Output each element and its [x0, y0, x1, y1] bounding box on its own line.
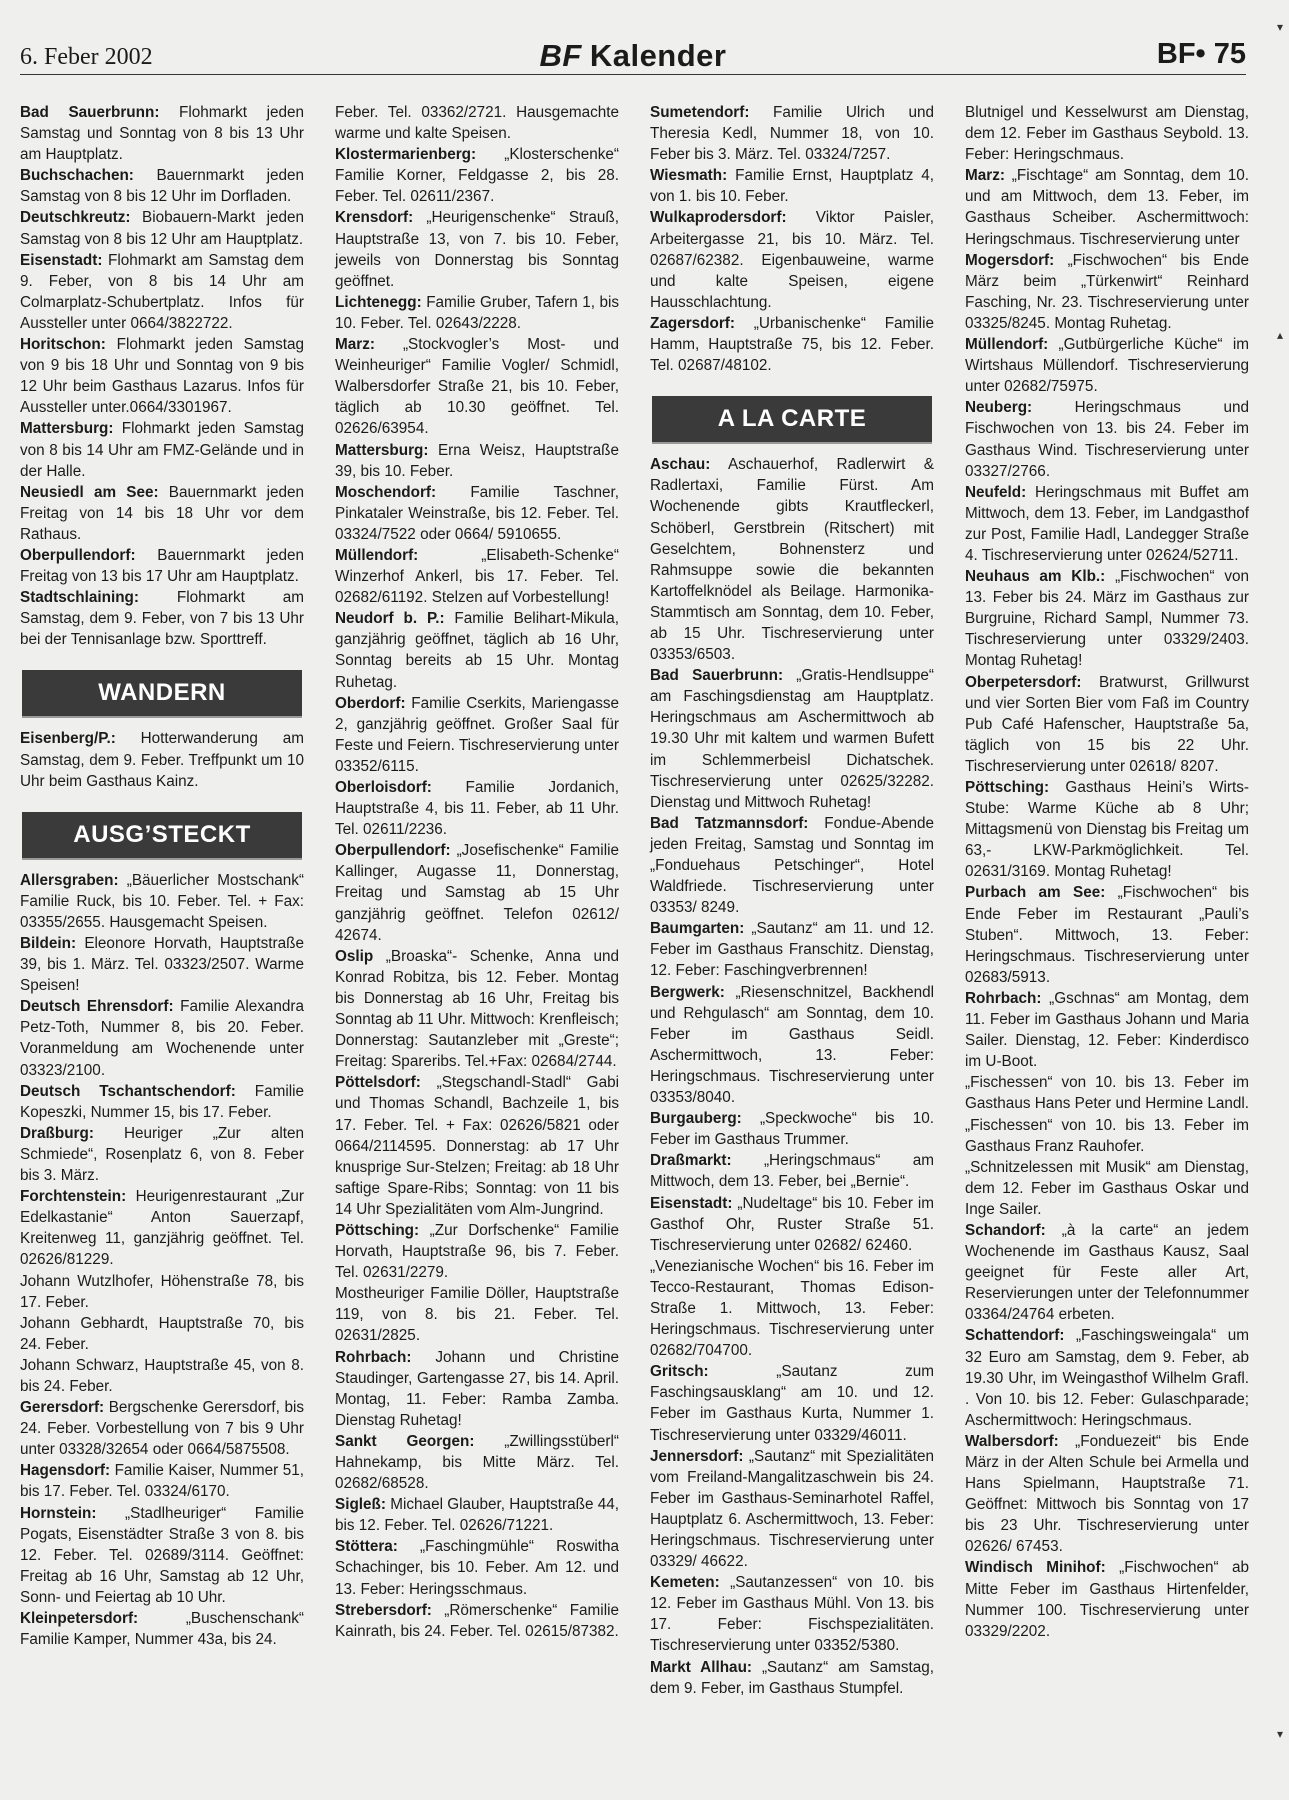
listing-entry: [20, 933, 304, 996]
listing-text: Blutnigel und Kesselwurst am Dienstag, dem 12. Feber im Gasthaus Seybold. 13. Feber: Heringschmaus.: [965, 104, 1249, 164]
listing-place: Neufeld:: [965, 483, 1027, 501]
listing-text: Familie Cserkits, Mariengasse 2, ganzjährig geöffnet. Großer Saal für Feste und Feiern. Tischreservierung unter 03352/6115.: [335, 694, 620, 775]
listing-place: Gerersdorf:: [20, 1399, 105, 1417]
listing-place: Lichtenegg:: [335, 293, 422, 311]
listing-entry: [20, 102, 304, 165]
listing-entry: [20, 1186, 304, 1270]
listing-text: „Fischessen“ von 10. bis 13. Feber im Gasthaus Hans Peter und Hermine Landl.: [965, 1074, 1250, 1113]
listing-entry: [650, 454, 934, 665]
listing-text: „Fonduezeit“ bis Ende März in der Alten Schule bei Armella und Hans Spielmann, Hauptstraße 71. Geöffnet: Mittwoch bis Sonntag von 17 bis 23 Uhr. Tischreservierung unter 02626/ 67453.: [965, 1432, 1250, 1556]
listing-entry: [650, 1361, 934, 1445]
listing-entry: [335, 840, 619, 945]
listing-place: Marz:: [965, 167, 1005, 185]
listing-text: Familie Kaiser, Nummer 51, bis 17. Feber. Tel. 03324/6170.: [20, 1462, 304, 1501]
listing-text: „Gschnas“ am Montag, dem 11. Feber im Gasthaus Johann und Maria Sailer. Dienstag, 12. Feber: Kinderdisco im U-Boot.: [965, 989, 1249, 1071]
listing-entry: [965, 1431, 1249, 1558]
listing-place: Moschendorf:: [335, 483, 437, 501]
listing-place: Baumgarten:: [650, 920, 745, 938]
listing-place: Oberloisdorf:: [335, 779, 432, 796]
listing-entry: [335, 144, 619, 207]
listing-text: Hotterwanderung am Samstag, dem 9. Feber. Treffpunkt um 10 Uhr beim Gasthaus Kainz.: [20, 730, 304, 790]
page-header: [20, 38, 1246, 75]
listing-entry: [965, 397, 1249, 481]
listing-text: „Zwillingsstüberl“ Hahnekamp, bis Mitte März. Tel. 02682/68528.: [335, 1432, 619, 1493]
listing-text: Heuriger „Zur alten Schmiede“, Rosenplatz 6, von 8. Feber bis 3. März.: [20, 1124, 304, 1185]
listing-entry: [965, 482, 1249, 566]
listing-text: „Stegschandl-Stadl“ Gabi und Thomas Schandl, Bachzeile 1, bis 17. Feber. Tel. + Fax: 02626/5821 oder 0664/2114595. Donnerstag: ab 17 Uhr knusprige Sur-Stelzen; Freitag: ab 18 Uhr saftige Spare-Ribs; Sonntag: von 11 bis 14 Uhr Spezialitäten vom Alm-Jungrind.: [335, 1074, 619, 1218]
listing-text: Michael Glauber, Hauptstraße 44, bis 12. Feber. Tel. 02626/71221.: [335, 1496, 619, 1535]
section-name: Kalender: [589, 38, 727, 73]
listing-entry: [20, 1123, 304, 1186]
listing-entry: [335, 334, 619, 439]
listing-text: „Klosterschenke“ Familie Korner, Feldgasse 2, bis 28. Feber. Tel. 02611/2367.: [335, 146, 619, 206]
listing-text: „Schnitzelessen mit Musik“ am Dienstag, dem 12. Feber im Gasthaus Oskar und Inge Sailer.: [965, 1158, 1249, 1218]
listing-place: Allersgraben:: [20, 871, 119, 889]
listing-entry: [20, 482, 304, 545]
listing-text: „Sautanz zum Faschingsausklang“ am 10. und 12. Feber im Gasthaus Kurta, Nummer 1. Tischreservierung unter 03329/46011.: [650, 1363, 934, 1444]
listing-place: Bildein:: [20, 935, 77, 952]
listing-text: Viktor Paisler, Arbeitergasse 21, bis 10. März. Tel. 02687/62382. Eigenbauweine, warme und kalte Speisen, eigene Hausschlachtung.: [650, 209, 934, 311]
listing-place: Oberpetersdorf:: [965, 673, 1082, 691]
listing-entry: [650, 207, 934, 312]
listing-text: „Broaska“- Schenke, Anna und Konrad Robitza, bis 12. Feber. Montag bis Donnerstag ab 16 Uhr, Freitag bis Sonntag ab 11 Uhr. Mittwoch: Krenfleisch; Donnerstag: Sautanzleber mit „Greste“; Freitag: Spareribs. Tel.+Fax: 02684/2744.: [335, 947, 619, 1071]
listing-entry: [650, 1446, 934, 1573]
listing-text: „Fischtage“ am Sonntag, dem 10. und am Mittwoch, dem 13. Feber, im Gasthaus Scheiber. Aschermittwoch: Heringschmaus. Tischreservierung unter: [965, 167, 1249, 248]
listing-text: „Gutbürgerliche Küche“ im Wirtshaus Müllendorf. Tischreservierung unter 02682/75975.: [965, 336, 1249, 396]
listing-place: Zagersdorf:: [650, 314, 735, 332]
listing-text: „Sautanz“ am 11. und 12. Feber im Gasthaus Franschitz. Dienstag, 12. Feber: Faschingverbrennen!: [650, 920, 934, 980]
listing-text: Familie Ulrich und Theresia Kedl, Nummer 18, von 10. Feber bis 3. März. Tel. 03324/7257.: [650, 104, 934, 164]
listing-place: Kleinpetersdorf:: [20, 1610, 139, 1627]
listing-entry: [650, 813, 934, 918]
listing-place: Wulkaprodersdorf:: [650, 209, 787, 227]
listing-place: Burgauberg:: [650, 1110, 742, 1128]
listing-entry: [335, 440, 619, 482]
listing-place: Mattersburg:: [20, 420, 114, 438]
listing-text: Heurigenrestaurant „Zur Edelkastanie“ Anton Sauerzapf, Kreitenweg 11, ganzjährig geöffnet. Tel. 02626/81229.: [20, 1188, 304, 1269]
listing-text: „Elisabeth-Schenke“ Winzerhof Ankerl, bis 17. Feber. Tel. 02682/61192. Stelzen auf Vorbestellung!: [335, 546, 619, 607]
listing-place: Deutsch Ehrensdorf:: [20, 998, 174, 1016]
listing-place: Windisch Minihof:: [965, 1559, 1106, 1577]
listing-text: „Speckwoche“ bis 10. Feber im Gasthaus Trummer.: [650, 1110, 934, 1149]
listing-text: Aschauerhof, Radlerwirt & Radlertaxi, Familie Fürst. Am Wochenende gibts Krautfleckerl, Schöberl, Gerstbrein (Ritschert) mit Geselchtem, Bohnensterz und Rahmsuppe sowie die bekannten Kartoffelknödel als Beilage. Harmonika-Stammtisch am Sonntag, dem 10. Feber, ab 15 Uhr. Tischreservierung unter 03353/6503.: [650, 456, 934, 664]
listing-text: Heringschmaus mit Buffet am Mittwoch, dem 13. Feber, im Landgasthof zur Post, Familie Hadl, Landegger Straße 4. Tischreservierung unter 02624/52711.: [965, 483, 1249, 564]
listing-text: Bauernmarkt jeden Freitag von 13 bis 17 Uhr am Hauptplatz.: [20, 546, 305, 586]
listing-entry: [335, 1600, 619, 1642]
listing-text: „Fischwochen“ ab Mitte Feber im Gasthaus Hirtenfelder, Nummer 100. Tischreservierung unter 03329/2202.: [965, 1559, 1250, 1640]
listing-place: Neuberg:: [965, 399, 1033, 417]
listing-text: „Josefischenke“ Familie Kallinger, Augasse 11, Donnerstag, Freitag und Samstag ab 15 Uhr ganzjährig geöffnet. Telefon 02612/ 42674.: [335, 842, 619, 944]
listing-text: Johann Wutzlhofer, Höhenstraße 78, bis 17. Feber.: [20, 1272, 304, 1311]
listing-text: „Fischwochen“ bis Ende März beim „Türkenwirt“ Reinhard Fasching, Nr. 23. Tischreservierung unter 03325/8245. Montag Ruhetag.: [965, 251, 1249, 332]
listing-entry: [20, 1081, 304, 1123]
listing-text: Johann und Christine Staudinger, Gartengasse 27, bis 14. April. Montag, 11. Feber: Ramba Zamba. Dienstag Ruhetag!: [335, 1348, 619, 1429]
listing-place: Marz:: [335, 336, 375, 354]
listing-entry: [335, 1283, 619, 1346]
listing-entry: [965, 102, 1249, 165]
listing-text: Mostheuriger Familie Döller, Hauptstraße 119, von 8. bis 21. Feber. Tel. 02631/2825.: [335, 1285, 619, 1345]
listing-text: Bratwurst, Grillwurst und vier Sorten Bier vom Faß im Country Pub Café Hafenscher, Hauptstraße 5a, täglich von 15 bis 22 Uhr. Tischreservierung unter 02618/ 8207.: [965, 673, 1249, 775]
listing-entry: [965, 1115, 1249, 1157]
listing-entry: [965, 566, 1249, 671]
listing-text: Johann Schwarz, Hauptstraße 45, von 8. bis 24. Feber.: [20, 1356, 304, 1395]
listing-place: Bad Sauerbrunn:: [20, 104, 160, 121]
listing-entry: [20, 1313, 304, 1355]
listing-place: Pöttsching:: [335, 1221, 420, 1239]
listing-text: Familie Alexandra Petz-Toth, Nummer 8, bis 20. Feber. Voranmeldung am Wochenende unter 03323/2100.: [20, 998, 304, 1079]
listing-entry: [20, 1608, 304, 1650]
listing-entry: [20, 587, 304, 650]
listing-entry: [335, 693, 619, 777]
listing-place: Müllendorf:: [335, 546, 419, 564]
listing-place: Rohrbach:: [335, 1348, 412, 1366]
listing-entry: [965, 334, 1249, 397]
listing-entry: [335, 1072, 619, 1220]
listing-entry: [20, 1503, 304, 1608]
listing-place: Hagensdorf:: [20, 1462, 111, 1480]
listing-text: Flohmarkt jeden Samstag und Sonntag von 8 bis 13 Uhr am Hauptplatz.: [20, 104, 305, 164]
listing-place: Mattersburg:: [335, 441, 429, 459]
listing-place: Neudorf b. P.:: [335, 610, 445, 628]
listing-text: „Fischessen“ von 10. bis 13. Feber im Gasthaus Franz Rauhofer.: [965, 1116, 1249, 1155]
listing-text: Familie Gruber, Tafern 1, bis 10. Feber. Tel. 02643/2228.: [335, 293, 619, 332]
listing-text: Bergschenke Gerersdorf, bis 24. Feber. Vorbestellung von 7 bis 9 Uhr unter 03328/32654 oder 0664/5875508.: [20, 1399, 304, 1459]
listing-place: Draßmarkt:: [650, 1152, 732, 1170]
listing-text: „Buschenschank“ Familie Kamper, Nummer 43a, bis 24.: [20, 1610, 304, 1649]
listing-place: Horitschon:: [20, 336, 106, 354]
listing-place: Purbach am See:: [965, 884, 1106, 902]
listing-text: „Bäuerlicher Mostschank“ Familie Ruck, bis 10. Feber. Tel. + Fax: 03355/2655. Hausgemacht Speisen.: [20, 871, 304, 931]
listing-entry: [20, 250, 304, 334]
listing-place: Pöttelsdorf:: [335, 1074, 421, 1092]
listing-place: Eisenstadt:: [650, 1194, 733, 1212]
listing-text: Bauernmarkt jeden Freitag von 14 bis 18 Uhr vor dem Rathaus.: [20, 483, 304, 543]
listing-place: Hornstein:: [20, 1504, 97, 1522]
listing-place: Oberpullendorf:: [20, 546, 136, 564]
listing-place: Sumetendorf:: [650, 104, 750, 121]
listing-entry: [965, 882, 1249, 987]
section-heading: A LA CARTE: [652, 396, 932, 442]
listing-entry: [20, 1355, 304, 1397]
page-number: BF• 75: [1156, 38, 1246, 70]
listing-entry: [20, 728, 304, 791]
listing-entry: [335, 1494, 619, 1536]
section-heading: AUSG’STECKT: [22, 812, 302, 858]
listing-entry: [335, 1536, 619, 1599]
listing-text: „Zur Dorfschenke“ Familie Horvath, Hauptstraße 96, bis 7. Feber. Tel. 02631/2279.: [335, 1221, 619, 1282]
listing-text: „Stockvogler’s Most- und Weinheuriger“ Familie Vogler/ Schmidl, Walbersdorfer Straße 21, bis 10. Feber, täglich ab 10.30 geöffnet. Tel. 02626/63954.: [335, 336, 620, 438]
listing-entry: [650, 102, 934, 165]
listing-entry: [650, 982, 934, 1109]
listing-place: Deutsch Tschantschendorf:: [20, 1082, 236, 1100]
listing-text: „Fischwochen“ bis Ende Feber im Restaurant „Pauli’s Stuben“. Mittwoch, 13. Feber: Heringschmaus. Tischreservierung unter 02683/5913.: [965, 884, 1250, 986]
listing-text: „à la carte“ an jedem Wochenende im Gasthaus Kausz, Saal geeignet für Feste aller Art, Reservierungen unter der Telefonnummer 03364/24764 erbeten.: [965, 1221, 1249, 1324]
listing-text: Flohmarkt am Samstag, dem 9. Feber, von 7 bis 13 Uhr bei der Tennisanlage bzw. Sporttreff.: [20, 589, 305, 649]
listing-place: Oberpullendorf:: [335, 842, 451, 860]
column-1: [20, 102, 304, 1650]
listing-place: Schandorf:: [965, 1221, 1046, 1239]
listing-place: Oberdorf:: [335, 694, 406, 712]
listing-place: Oslip: [335, 947, 374, 965]
listing-entry: [650, 313, 934, 376]
column-2: [335, 102, 619, 1642]
listing-text: „Fischwochen“ von 13. Feber bis 24. März im Gasthaus zur Burgruine, Richard Sampl, Nummer 73. Tischreservierung unter 03329/2403. Montag Ruhetag!: [965, 568, 1249, 670]
listing-place: Jennersdorf:: [650, 1447, 744, 1465]
listing-text: „Sautanzessen“ von 10. bis 12. Feber im Gasthaus Mühl. Von 13. bis 17. Feber: Fischspezialitäten. Tischreservierung unter 03352/5380.: [650, 1574, 934, 1655]
listing-text: „Faschingmühle“ Roswitha Schachinger, bis 10. Feber. Am 12. und 13. Feber: Heringsschmaus.: [335, 1538, 619, 1598]
listing-place: Bad Sauerbrunn:: [650, 667, 784, 685]
listing-place: Aschau:: [650, 456, 711, 474]
listing-text: Eleonore Horvath, Hauptstraße 39, bis 1. März. Tel. 03323/2507. Warme Speisen!: [20, 935, 305, 995]
listing-entry: [335, 1220, 619, 1283]
listing-text: „Gratis-Hendlsuppe“ am Faschingsdienstag am Hauptplatz. Heringschmaus am Aschermittwoch ab 19.30 Uhr mit kaltem und warmen Bufett im Schlemmerbeisl Dichatschek. Tischreservierung unter 02625/32282. Dienstag und Mittwoch Ruhetag!: [650, 667, 934, 811]
listing-text: „Nudeltage“ bis 10. Feber im Gasthof Ohr, Ruster Straße 51. Tischreservierung unter 02682/ 62460.: [650, 1194, 934, 1254]
listing-text: „Stadlheuriger“ Familie Pogats, Eisenstädter Straße 3 von 8. bis 12. Feber. Tel. 02689/3114. Geöffnet: Freitag ab 16 Uhr, Samstag ab 12 Uhr, Sonn- und Feiertag ab 10 Uhr.: [20, 1504, 304, 1606]
listing-entry: [20, 1271, 304, 1313]
listing-text: Familie Kopeszki, Nummer 15, bis 17. Feber.: [20, 1082, 305, 1121]
listing-place: Bergwerk:: [650, 983, 725, 1001]
listing-place: Markt Allhau:: [650, 1658, 753, 1676]
listing-entry: [335, 102, 619, 144]
listing-entry: [965, 165, 1249, 249]
listing-text: Erna Weisz, Hauptstraße 39, bis 10. Feber.: [335, 441, 619, 480]
listing-entry: [965, 777, 1249, 882]
column-3: [650, 102, 934, 1699]
listing-entry: [20, 334, 304, 418]
section-title: [20, 38, 1246, 74]
listing-entry: [20, 165, 304, 207]
listing-place: Eisenberg/P.:: [20, 730, 116, 748]
listing-entry: [650, 1256, 934, 1361]
listing-place: Pöttsching:: [965, 779, 1050, 796]
section-heading: WANDERN: [22, 670, 302, 716]
listing-entry: [650, 1657, 934, 1699]
listing-text: Familie Jordanich, Hauptstraße 4, bis 11. Feber, ab 11 Uhr. Tel. 02611/2236.: [335, 779, 620, 839]
listing-entry: [650, 165, 934, 207]
listing-entry: [650, 918, 934, 981]
listing-entry: [20, 996, 304, 1080]
listing-entry: [965, 1072, 1249, 1114]
listing-entry: [335, 946, 619, 1073]
listing-place: Stöttera:: [335, 1538, 398, 1556]
listing-place: Schattendorf:: [965, 1327, 1065, 1345]
listing-entry: [650, 1150, 934, 1192]
listing-entry: [965, 250, 1249, 334]
listing-entry: [650, 1108, 934, 1150]
listing-place: Kemeten:: [650, 1574, 720, 1592]
listing-text: „Sautanz“ mit Spezialitäten vom Freiland-Mangalitzaschwein bis 24. Feber im Gasthaus-Seminarhotel Raffel, Hauptplatz 6. Aschermittwoch, 13. Feber: Heringschmaus. Tischreservierung unter 03329/ 46622.: [650, 1447, 934, 1571]
listing-entry: [335, 1431, 619, 1494]
crop-mark-icon: ▾: [1276, 20, 1283, 34]
listing-text: Fondue-Abende jeden Freitag, Samstag und Sonntag im „Fonduehaus Petschinger“, Hotel Waldfriede. Tischreservierung unter 03353/ 8249.: [650, 814, 934, 917]
listing-entry: [965, 1220, 1249, 1325]
listing-place: Müllendorf:: [965, 336, 1049, 354]
listing-entry: [965, 1557, 1249, 1641]
listing-text: Johann Gebhardt, Hauptstraße 70, bis 24. Feber.: [20, 1314, 304, 1353]
listing-text: Familie Taschner, Pinkataler Weinstraße, bis 12. Feber. Tel. 03324/7522 oder 0664/ 5910655.: [335, 483, 620, 543]
listing-entry: [335, 482, 619, 545]
listing-entry: [20, 1397, 304, 1460]
listing-entry: [20, 418, 304, 481]
listing-place: Forchtenstein:: [20, 1188, 127, 1206]
listing-entry: [20, 1460, 304, 1502]
listing-place: Buchschachen:: [20, 167, 134, 185]
issue-date: 6. Feber 2002: [20, 44, 153, 70]
magazine-logo: BF: [539, 38, 582, 73]
listing-text: Feber. Tel. 03362/2721. Hausgemachte warme und kalte Speisen.: [335, 104, 619, 143]
listing-text: Heringschmaus und Fischwochen von 13. bis 24. Feber im Gasthaus Wind. Tischreservierung unter 03327/2766.: [965, 399, 1249, 480]
listing-place: Krensdorf:: [335, 209, 414, 227]
listing-text: „Venezianische Wochen“ bis 16. Feber im Tecco-Restaurant, Thomas Edison-Straße 1. Mittwoch, 13. Feber: Heringschmaus. Tischreservierung unter 02682/704700.: [650, 1257, 934, 1360]
listing-text: Biobauern-Markt jeden Samstag von 8 bis 12 Uhr am Hauptplatz.: [20, 209, 304, 248]
listing-text: Flohmarkt jeden Samstag von 8 bis 14 Uhr am FMZ-Gelände und in der Halle.: [20, 420, 305, 480]
listing-entry: [965, 1325, 1249, 1430]
listing-entry: [650, 1193, 934, 1256]
listing-entry: [335, 292, 619, 334]
crop-mark-icon: ▾: [1276, 1727, 1283, 1741]
listing-entry: [650, 665, 934, 813]
listing-text: Flohmarkt am Samstag dem 9. Feber, von 8 bis 14 Uhr am Colmarplatz-Schubertplatz. Infos für Aussteller unter 0664/3822722.: [20, 251, 305, 332]
listing-place: Neuhaus am Klb.:: [965, 568, 1106, 586]
listing-entry: [335, 608, 619, 692]
listing-entry: [20, 545, 304, 587]
column-4: [965, 102, 1249, 1642]
listing-entry: [650, 1572, 934, 1656]
listing-text: „Heurigenschenke“ Strauß, Hauptstraße 13, von 7. bis 10. Feber, jeweils von Donnerstag bis Sonntag geöffnet.: [335, 209, 619, 290]
listing-entry: [965, 988, 1249, 1072]
listing-place: Neusiedl am See:: [20, 483, 159, 501]
listing-entry: [335, 207, 619, 291]
listing-entry: [965, 1157, 1249, 1220]
listing-entry: [20, 870, 304, 933]
listing-text: „Römerschenke“ Familie Kainrath, bis 24. Feber. Tel. 02615/87382.: [335, 1601, 620, 1640]
listing-place: Klostermarienberg:: [335, 146, 477, 164]
listing-place: Rohrbach:: [965, 989, 1042, 1007]
listing-text: „Faschingsweingala“ um 32 Euro am Samstag, dem 9. Feber, ab 19.30 Uhr, im Weingasthof Wilhelm Grafl. . Von 10. bis 12. Feber: Gulaschparade; Aschermittwoch: Heringschmaus.: [965, 1327, 1249, 1429]
listing-text: Familie Belihart-Mikula, ganzjährig geöffnet, täglich ab 16 Uhr, Sonntag bereits ab 15 Uhr. Montag Ruhetag.: [335, 610, 619, 691]
listing-text: „Riesenschnitzel, Backhendl und Rehgulasch“ am Sonntag, dem 10. Feber im Gasthaus Seidl. Aschermittwoch, 13. Feber: Heringschmaus. Tischreservierung unter 03353/8040.: [650, 983, 934, 1107]
listing-entry: [335, 1347, 619, 1431]
listing-place: Wiesmath:: [650, 167, 728, 185]
listing-text: Bauernmarkt jeden Samstag von 8 bis 12 Uhr im Dorfladen.: [20, 167, 304, 206]
listing-entry: [335, 545, 619, 608]
listing-place: Stadtschlaining:: [20, 589, 139, 607]
listing-entry: [335, 777, 619, 840]
listing-place: Bad Tatzmannsdorf:: [650, 814, 809, 832]
listing-entry: [20, 207, 304, 249]
listing-place: Eisenstadt:: [20, 251, 103, 269]
listing-text: „Urbanischenke“ Familie Hamm, Hauptstraße 75, bis 12. Feber. Tel. 02687/48102.: [650, 314, 934, 375]
listing-place: Draßburg:: [20, 1124, 94, 1142]
listing-place: Walbersdorf:: [965, 1432, 1059, 1450]
listing-place: Gritsch:: [650, 1363, 709, 1381]
listing-text: Familie Ernst, Hauptplatz 4, von 1. bis 10. Feber.: [650, 167, 935, 206]
listing-place: Mogersdorf:: [965, 251, 1055, 269]
listing-place: Sankt Georgen:: [335, 1432, 475, 1450]
listing-place: Strebersdorf:: [335, 1601, 432, 1619]
listing-entry: [965, 672, 1249, 777]
listing-text: „Sautanz“ am Samstag, dem 9. Feber, im Gasthaus Stumpfel.: [650, 1658, 935, 1697]
listing-text: „Heringschmaus“ am Mittwoch, dem 13. Feber, bei „Bernie“.: [650, 1152, 934, 1191]
listing-text: Gasthaus Heini’s Wirts-Stube: Warme Küche ab 8 Uhr; Mittagsmenü von Dienstag bis Freitag um 63,- LKW-Parkmöglichkeit. Tel. 02631/3169. Montag Ruhetag!: [965, 779, 1250, 881]
crop-mark-icon: ▴: [1276, 328, 1283, 342]
listing-place: Deutschkreutz:: [20, 209, 131, 227]
listing-place: Sigleß:: [335, 1496, 386, 1514]
listing-text: Flohmarkt jeden Samstag von 9 bis 18 Uhr und Sonntag von 9 bis 12 Uhr beim Gasthaus Lazarus. Infos für Aussteller unter.0664/3301967.: [20, 336, 305, 417]
